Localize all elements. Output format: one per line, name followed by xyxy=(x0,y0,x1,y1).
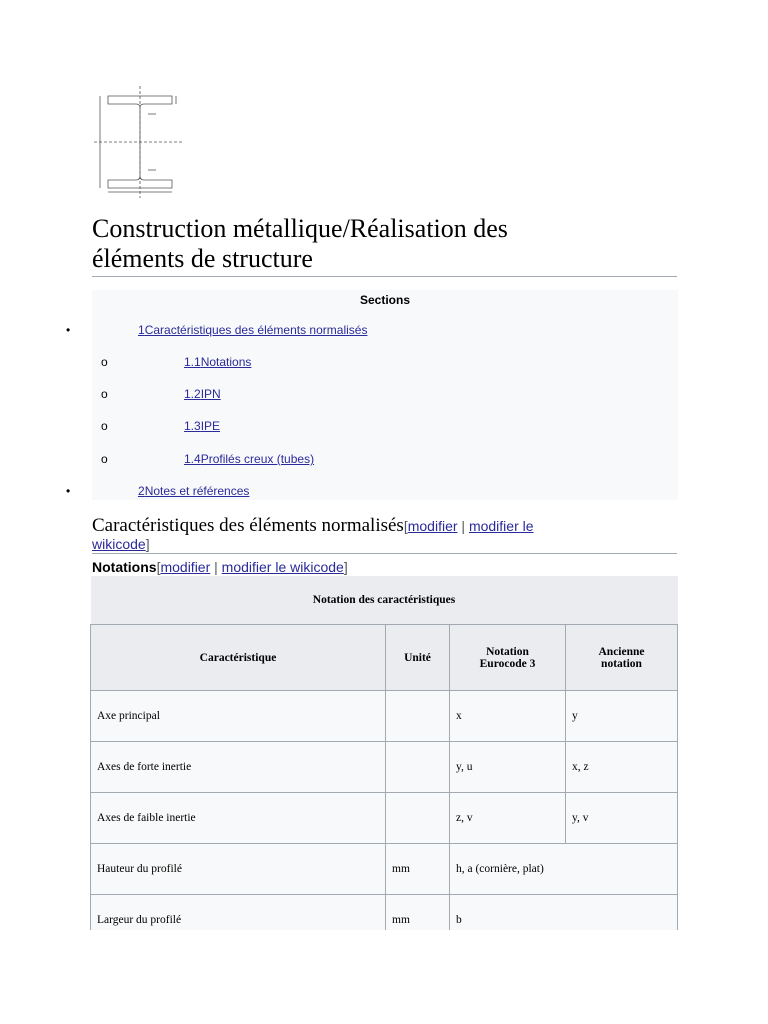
header-ancienne-line1: Ancienne xyxy=(598,645,645,658)
toc-bullet: • xyxy=(66,323,71,337)
section-heading-caracteristiques xyxy=(92,516,682,536)
cell-notation: y, u xyxy=(450,742,566,793)
toc-item-number: 1.2 xyxy=(184,387,201,401)
cell-notation: z, v xyxy=(450,793,566,844)
header-caracteristique: Caractéristique xyxy=(91,625,386,691)
toc-item-label: Profilés creux (tubes) xyxy=(200,452,315,466)
table-row xyxy=(91,691,678,742)
cell-caracteristique: Axe principal xyxy=(91,691,386,742)
page-title-line2: éléments de structure xyxy=(92,244,313,273)
toc-item-label: IPN xyxy=(200,387,221,401)
modifier-link[interactable]: modifier xyxy=(160,559,211,575)
modifier-wikicode-link[interactable]: modifier le wikicode xyxy=(221,559,344,575)
toc-item-number: 1 xyxy=(138,323,145,337)
toc-bullet: • xyxy=(66,484,71,498)
table-row xyxy=(91,793,678,844)
toc-item-number: 1.1 xyxy=(184,355,201,369)
cell-ancienne: x, z xyxy=(566,742,678,793)
toc-item-number: 1.3 xyxy=(184,419,201,433)
table-row xyxy=(91,742,678,793)
cell-notation: b xyxy=(450,895,678,946)
cell-ancienne: y xyxy=(566,691,678,742)
cell-unite: mm xyxy=(386,895,450,946)
edit-bracket: [ xyxy=(403,518,408,534)
toc-item-ipn[interactable] xyxy=(184,387,221,401)
modifier-wikicode-link[interactable]: wikicode xyxy=(92,536,146,552)
notation-table xyxy=(90,576,678,946)
toc-item-notes-references[interactable] xyxy=(138,484,249,498)
toc-bullet: o xyxy=(101,387,108,401)
header-ancienne-notation xyxy=(566,625,678,691)
table-row xyxy=(91,844,678,895)
toc-item-label: Notes et références xyxy=(144,484,250,498)
modifier-wikicode-link[interactable] xyxy=(469,518,534,534)
toc-item-ipe[interactable] xyxy=(184,419,220,433)
i-beam-profile-diagram xyxy=(92,84,184,200)
toc-item-label: Caractéristiques des éléments normalisés xyxy=(144,323,368,337)
modifier-wikicode-part1: modifier le xyxy=(468,518,534,534)
modifier-link[interactable]: modifier xyxy=(407,518,458,534)
edit-links xyxy=(404,518,534,534)
header-unite: Unité xyxy=(386,625,450,691)
header-ancienne-line2: notation xyxy=(601,657,642,670)
cell-ancienne: y, v xyxy=(566,793,678,844)
section-divider xyxy=(92,553,677,554)
edit-separator: | xyxy=(457,518,469,534)
page-title xyxy=(92,214,682,274)
toc-title: Sections xyxy=(359,293,410,307)
toc-item-number: 2 xyxy=(138,484,145,498)
toc-item-profiles-creux[interactable] xyxy=(184,452,314,466)
cell-unite xyxy=(386,742,450,793)
header-notation-line2: Eurocode 3 xyxy=(479,657,536,670)
title-divider xyxy=(92,276,677,277)
toc-item-notations[interactable] xyxy=(184,355,251,369)
section-title: Caractéristiques des éléments normalisés xyxy=(92,515,404,536)
toc-item-label: IPE xyxy=(200,419,221,433)
edit-bracket: [ xyxy=(156,559,161,575)
cell-caracteristique: Axes de faible inertie xyxy=(91,793,386,844)
cell-unite: mm xyxy=(386,844,450,895)
table-of-contents xyxy=(92,290,678,500)
toc-item-label: Notations xyxy=(200,355,252,369)
header-notation-line1: Notation xyxy=(486,645,529,658)
toc-item-number: 1.4 xyxy=(184,452,201,466)
table-caption: Notation des caractéristiques xyxy=(91,576,678,625)
cell-notation: x xyxy=(450,691,566,742)
cell-caracteristique: Largeur du profilé xyxy=(91,895,386,946)
cell-caracteristique: Hauteur du profilé xyxy=(91,844,386,895)
page-bottom-mask xyxy=(0,930,768,1024)
cell-caracteristique: Axes de forte inertie xyxy=(91,742,386,793)
edit-separator: | xyxy=(210,559,222,575)
page-title-line1: Construction métallique/Réalisation des xyxy=(92,214,508,243)
subsection-title: Notations xyxy=(92,559,157,575)
cell-notation: h, a (cornière, plat) xyxy=(450,844,678,895)
table-header-row xyxy=(91,625,678,691)
edit-bracket: ] xyxy=(343,559,348,575)
toc-item-caracteristiques[interactable] xyxy=(138,323,367,337)
cell-unite xyxy=(386,691,450,742)
cell-unite xyxy=(386,793,450,844)
edit-links-continued xyxy=(92,536,150,552)
edit-links xyxy=(157,559,348,575)
toc-bullet: o xyxy=(101,419,108,433)
subsection-heading-notations xyxy=(92,559,348,577)
toc-bullet: o xyxy=(101,452,108,466)
header-notation-eurocode xyxy=(450,625,566,691)
table-caption-row xyxy=(91,576,678,625)
edit-bracket: ] xyxy=(145,536,150,552)
toc-bullet: o xyxy=(101,355,108,369)
